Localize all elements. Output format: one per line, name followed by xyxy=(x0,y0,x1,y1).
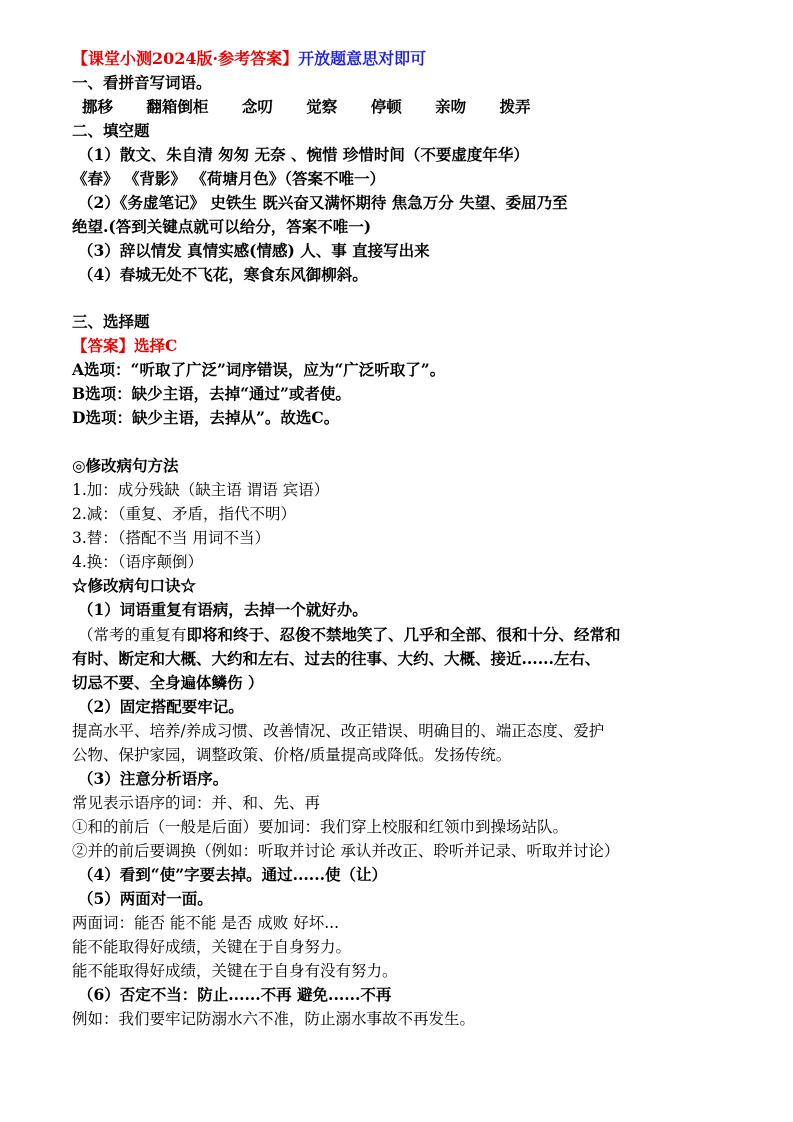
fill-line-1: （1）散文、朱自清 匆匆 无奈 、惋惜 珍惜时间（不要虚度年华） xyxy=(78,145,529,164)
answer-line xyxy=(72,335,772,357)
tip-6-line-a: 例如：我们要牢记防溺水六不准，防止溺水事故不再发生。 xyxy=(72,1010,476,1028)
tip-1-bold: 即将和终于、忍俊不禁地笑了、几乎和全部、很和十分、经常和 xyxy=(186,625,621,644)
tip-1-prefix: （常考的重复有 xyxy=(78,626,187,644)
tip-3-line-b: ①和的前后（一般是后面）要加词：我们穿上校服和红领巾到操场站队。 xyxy=(72,818,569,836)
tip-5-title: （5）两面对一面。 xyxy=(78,889,213,908)
tip-1-line-c: 切忌不要、全身遍体鳞伤 ） xyxy=(72,673,264,692)
pinyin-word-list xyxy=(82,96,782,118)
tips-heading: ☆修改病句口诀☆ xyxy=(72,576,197,595)
answer-label: 【答案】 xyxy=(72,336,135,355)
tip-5-line-a: 两面词：能否 能不能 是否 成败 好坏... xyxy=(72,914,339,932)
tip-3-line-a: 常见表示语序的词：并、和、先、再 xyxy=(72,794,321,812)
tip-1-line-b: 有时、断定和大概、大约和左右、过去的往事、大约、大概、接近......左右、 xyxy=(72,649,601,668)
answer-value: 选择C xyxy=(134,336,178,355)
method-2: 2.减：（重复、矛盾，指代不明） xyxy=(72,505,297,523)
fill-line-5: （3）辞以情发 真情实感(情感) 人、事 直接写出来 xyxy=(78,241,430,260)
fill-line-2: 《春》 《背影》 《荷塘月色》（答案不唯一） xyxy=(72,169,386,188)
option-b: B选项：缺少主语，去掉“通过”或者使。 xyxy=(72,384,351,403)
word-6: 亲吻 xyxy=(435,97,467,116)
method-3: 3.替：（搭配不当 用词不当） xyxy=(72,529,270,547)
fill-line-3: （2）《务虚笔记》 史铁生 既兴奋又满怀期待 焦急万分 失望、委屈乃至 xyxy=(78,193,568,212)
word-7: 拨弄 xyxy=(499,97,531,116)
option-d: D选项：缺少主语，去掉从”。故选C。 xyxy=(72,408,340,427)
word-1: 挪移 xyxy=(82,97,114,116)
section2-heading: 二、填空题 xyxy=(72,121,150,140)
methods-heading: ◎修改病句方法 xyxy=(72,456,179,475)
tip-5-line-b: 能不能取得好成绩，关键在于自身努力。 xyxy=(72,938,352,956)
tip-1-line-a xyxy=(78,624,778,646)
header-title: 【课堂小测2024版·参考答案】 xyxy=(72,49,299,68)
word-3: 念叨 xyxy=(241,97,273,116)
word-5: 停顿 xyxy=(370,97,402,116)
page-header xyxy=(72,48,772,70)
method-4: 4.换：（语序颠倒） xyxy=(72,553,204,571)
section1-heading: 一、看拼音写词语。 xyxy=(72,73,212,92)
fill-line-4: 绝望.(答到关键点就可以给分，答案不唯一) xyxy=(72,217,372,236)
word-4: 觉察 xyxy=(306,97,338,116)
tip-3-line-c: ②并的前后要调换（例如：听取并讨论 承认并改正、聆听并记录、听取并讨论） xyxy=(72,842,620,860)
fill-line-6: （4）春城无处不飞花，寒食东风御柳斜。 xyxy=(78,265,368,284)
header-note: 开放题意思对即可 xyxy=(298,49,427,68)
tip-5-line-c: 能不能取得好成绩，关键在于自身有没有努力。 xyxy=(72,962,398,980)
tip-2-title: （2）固定搭配要牢记。 xyxy=(78,697,244,716)
tip-4-title: （4）看到“使”字要去掉。通过......使（让） xyxy=(78,865,387,884)
word-2: 翻箱倒柜 xyxy=(146,97,209,116)
tip-2-line-a: 提高水平、培养/养成习惯、改善情况、改正错误、明确目的、端正态度、爱护 xyxy=(72,722,605,740)
method-1: 1.加：成分残缺（缺主语 谓语 宾语） xyxy=(72,481,330,499)
option-a: A选项：“听取了广泛”词序错误，应为“广泛听取了”。 xyxy=(72,360,446,379)
tip-6-title: （6）否定不当：防止......不再 避免......不再 xyxy=(78,985,392,1004)
section3-heading: 三、选择题 xyxy=(72,312,150,331)
tip-2-line-b: 公物、保护家园，调整政策、价格/质量提高或降低。发扬传统。 xyxy=(72,746,512,764)
tip-3-title: （3）注意分析语序。 xyxy=(78,769,229,788)
tip-1-title: （1）词语重复有语病，去掉一个就好办。 xyxy=(78,600,368,619)
